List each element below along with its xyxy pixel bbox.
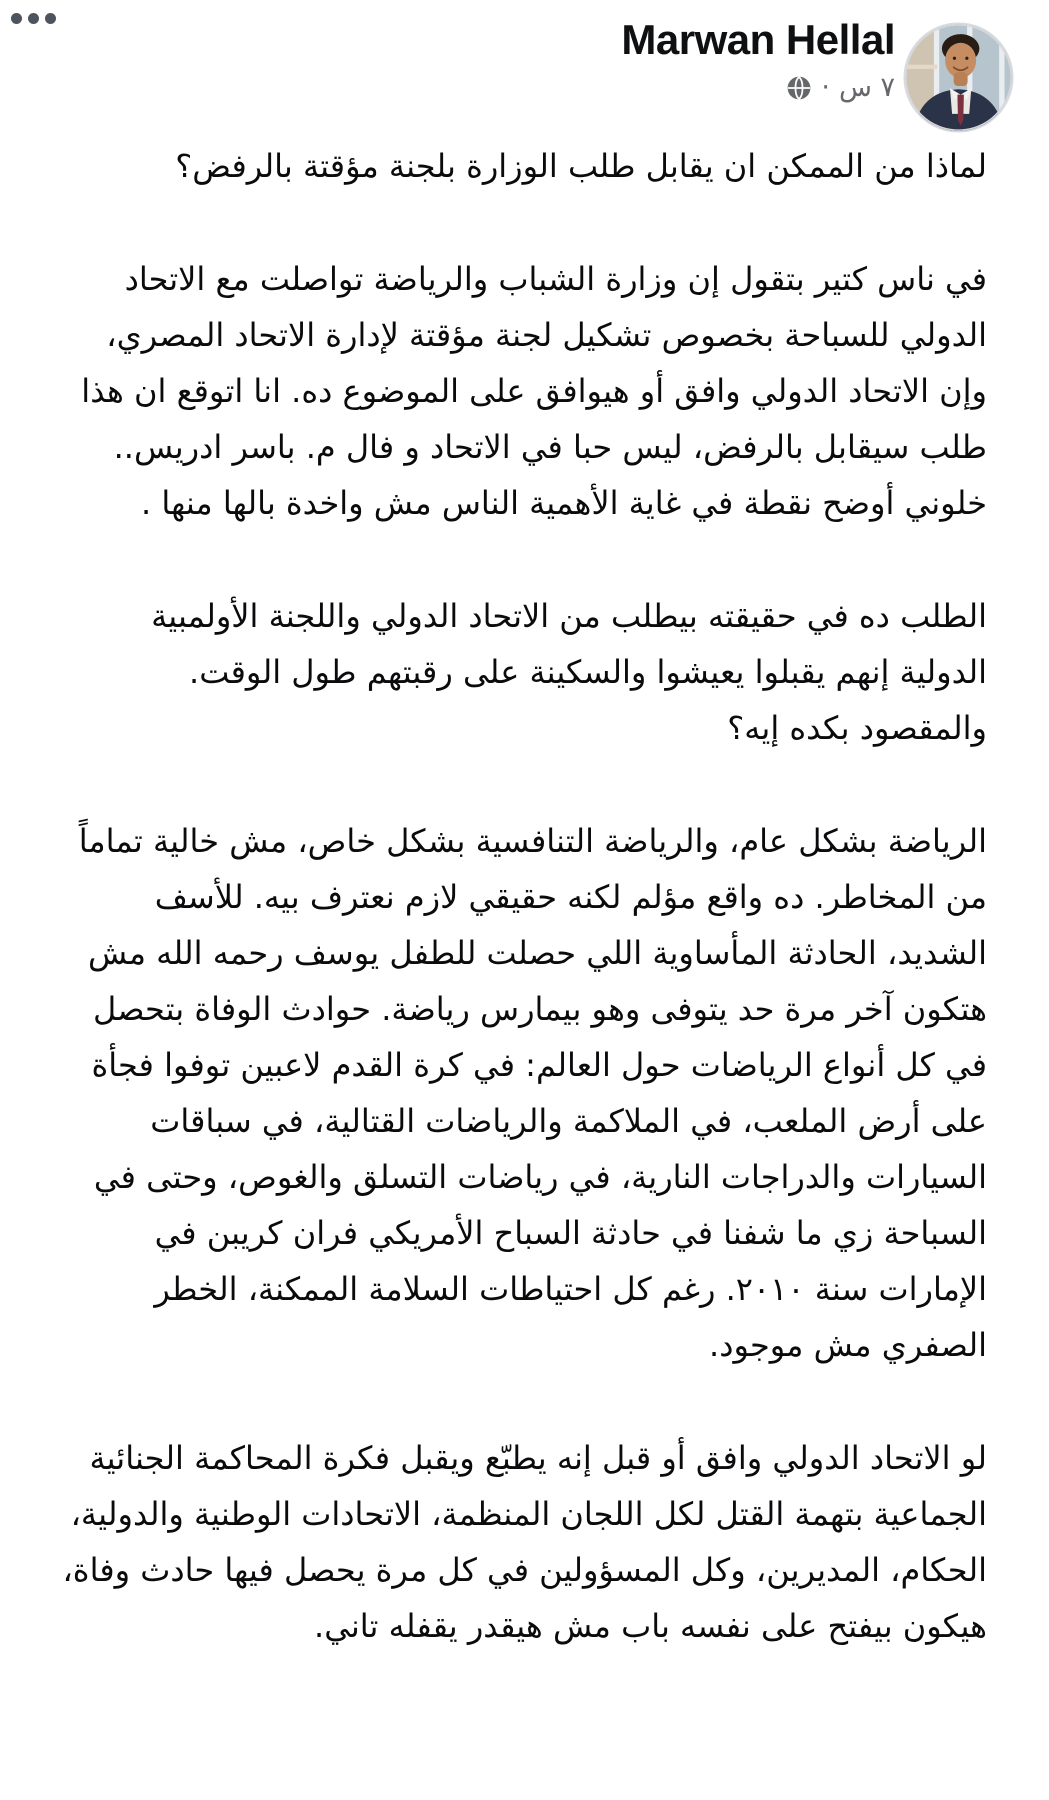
dot: [28, 13, 39, 24]
post-paragraph: في ناس كتير بتقول إن وزارة الشباب والرياضة تواصلت مع الاتحاد الدولي للسباحة بخصوص تشكيل لجنة مؤقتة لإدارة الاتحاد المصري، وإن الاتحاد الدولي وافق أو هيوافق على الموضوع ده. انا اتوقع ان هذا طلب سيقابل بالرفض، ليس حبا في الاتحاد و فال م. باسر ادريس.. خلوني أوضح نقطة في غاية الأهمية الناس مش واخدة بالها منها .: [81, 260, 987, 522]
post-paragraph: لو الاتحاد الدولي وافق أو قبل إنه يطبّع ويقبل فكرة المحاكمة الجنائية الجماعية بتهمة القتل لكل اللجان المنظمة، الاتحادات الوطنية والدولية، الحكام، المديرين، وكل المسؤولين في كل مرة يحصل فيها حادث وفاة، هيكون بيفتح على نفسه باب مش هيقدر يقفله تاني.: [62, 1439, 987, 1645]
post-paragraph: الرياضة بشكل عام، والرياضة التنافسية بشكل خاص، مش خالية تماماً من المخاطر. ده واقع مؤلم لكنه حقيقي لازم نعترف بيه. للأسف الشديد، الحادثة المأساوية اللي حصلت للطفل يوسف رحمه الله مش هتكون آخر مرة حد يتوفى وهو بيمارس رياضة. حوادث الوفاة بتحصل في كل أنواع الرياضات حول العالم: في كرة القدم لاعبين توفوا فجأة على أرض الملعب، في الملاكمة والرياضات القتالية، في سباقات السيارات والدراجات النارية، في رياضات التسلق والغوص، وحتى في السباحة زي ما شفنا في حادثة السباح الأمريكي فران كريبن في الإمارات سنة ٢٠١٠. رغم كل احتياطات السلامة الممكنة، الخطر الصفري مش موجود.: [78, 822, 987, 1364]
author-name[interactable]: Marwan Hellal: [621, 16, 895, 63]
dot: [45, 13, 56, 24]
meta-separator: ·: [821, 72, 830, 103]
post-paragraph: لماذا من الممكن ان يقابل طلب الوزارة بلجنة مؤقتة بالرفض؟: [175, 147, 987, 185]
timestamp[interactable]: ٧ س: [838, 72, 895, 103]
profile-avatar[interactable]: [905, 24, 1012, 131]
dot: [11, 13, 22, 24]
more-options-button[interactable]: [7, 9, 60, 28]
post-paragraph: الطلب ده في حقيقته بيطلب من الاتحاد الدولي واللجنة الأولمبية الدولية إنهم يقبلوا يعيشوا والسكينة على رقبتهم طول الوقت. والمقصود بكده إيه؟: [151, 597, 987, 747]
post-body: [54, 138, 987, 1654]
globe-icon: [786, 75, 812, 101]
post-meta: [786, 72, 895, 104]
avatar-image: [905, 24, 1012, 131]
